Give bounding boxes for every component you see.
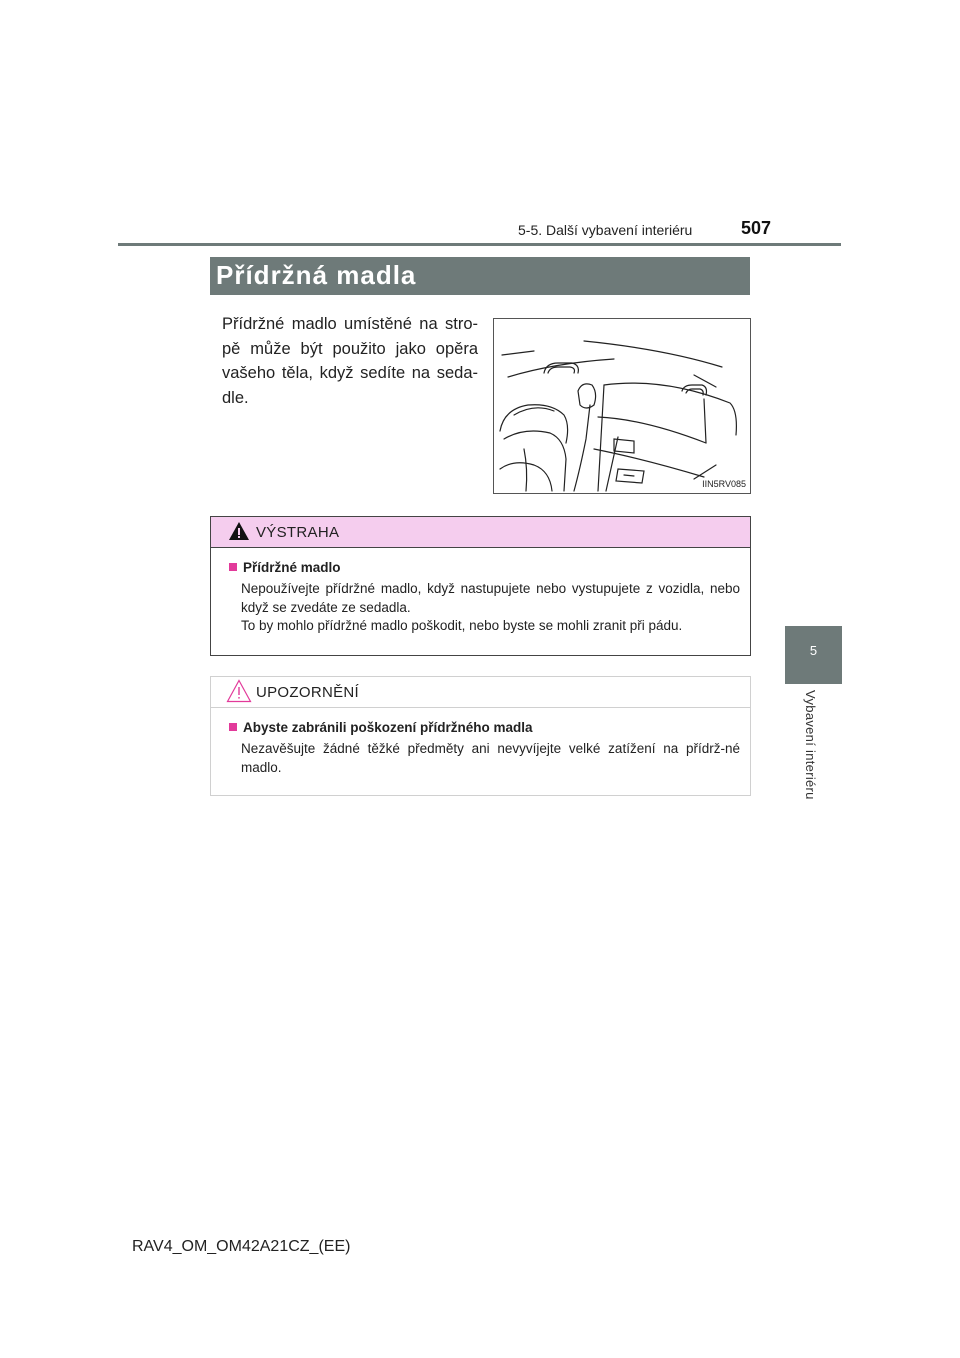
warning-body: [211, 548, 750, 636]
warning-item-title: [229, 560, 740, 575]
footer-document-code: RAV4_OM_OM42A21CZ_(EE): [132, 1238, 351, 1255]
bullet-square-icon: [229, 723, 237, 731]
header-section-title: 5-5. Další vybavení interiéru: [518, 222, 693, 238]
page-number: 507: [741, 218, 772, 238]
section-title: Přídržná madla: [216, 260, 417, 290]
caution-triangle-icon: [226, 679, 252, 703]
warning-header: [211, 517, 750, 548]
intro-paragraph: Přídržné madlo umístěné na stro-pě může být použito jako opěra vašeho těla, když sedíte na seda-dle.: [222, 315, 478, 407]
warning-heading: VÝSTRAHA: [256, 524, 340, 541]
warning-box: [210, 516, 751, 656]
car-interior-line-drawing: [494, 319, 750, 493]
caution-text: Nezavěšujte žádné těžké předměty ani nevyvíjejte velké zatížení na přídrž-né madlo.: [241, 741, 740, 775]
warning-item-title-text: Přídržné madlo: [243, 560, 341, 575]
caution-box: [210, 676, 751, 796]
caution-header: [211, 677, 750, 708]
caution-body: [211, 708, 750, 777]
chapter-tab: [785, 626, 842, 684]
warning-triangle-icon: [228, 521, 250, 541]
warning-text-1: Nepoužívejte přídržné madlo, když nastupujete nebo vystupujete z vozidla, nebo když se zvedáte ze sedadla.: [241, 581, 740, 615]
caution-heading: UPOZORNĚNÍ: [256, 684, 360, 701]
assist-grip-illustration: [493, 318, 751, 494]
chapter-number: 5: [809, 643, 818, 658]
section-title-bar: [210, 257, 750, 295]
warning-text-2: To by mohlo přídržné madlo poškodit, nebo byste se mohli zranit při pádu.: [241, 618, 683, 633]
figure-code: IIN5RV085: [702, 479, 746, 489]
caution-item-title: [229, 720, 740, 735]
header-rule: [118, 243, 841, 246]
chapter-side-label: Vybavení interiéru: [803, 690, 818, 800]
bullet-square-icon: [229, 563, 237, 571]
caution-item-title-text: Abyste zabránili poškození přídržného madla: [243, 720, 533, 735]
